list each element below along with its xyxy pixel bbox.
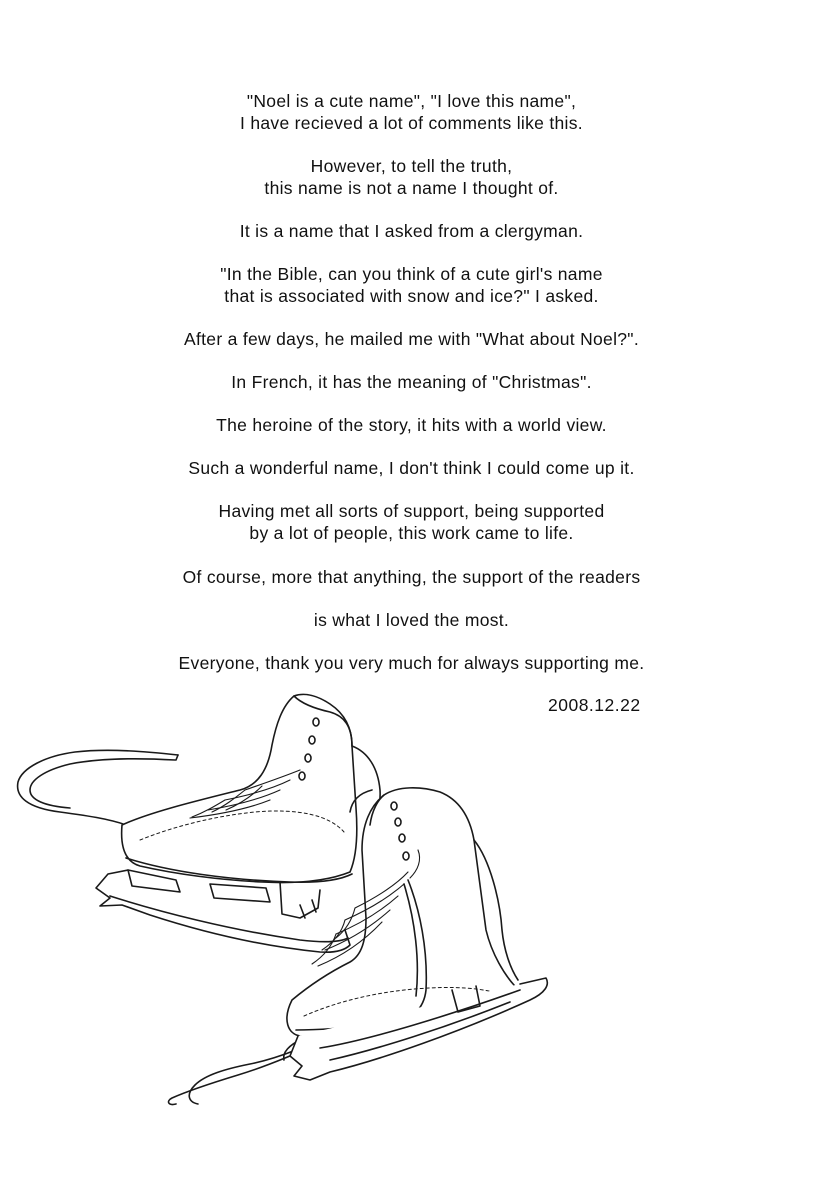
afterword-line: Such a wonderful name, I don't think I could come up it.: [188, 458, 635, 478]
afterword-line: It is a name that I asked from a clergyman.: [239, 221, 584, 241]
afterword-date: 2008.12.22: [548, 695, 641, 715]
afterword-line: However, to tell the truth,: [310, 156, 513, 176]
afterword-line: this name is not a name I thought of.: [264, 178, 559, 198]
afterword-line: Everyone, thank you very much for always supporting me.: [178, 653, 645, 673]
afterword-line: Of course, more that anything, the support of the readers: [182, 567, 641, 587]
left-skate-drawing: [18, 694, 381, 952]
afterword-line: by a lot of people, this work came to life.: [249, 523, 574, 543]
afterword-line: Having met all sorts of support, being supported: [218, 501, 605, 521]
afterword-line: that is associated with snow and ice?" I asked.: [224, 286, 599, 306]
afterword-line: The heroine of the story, it hits with a world view.: [216, 415, 607, 435]
afterword-line: After a few days, he mailed me with "What about Noel?".: [184, 329, 639, 349]
afterword-line: I have recieved a lot of comments like this.: [240, 113, 583, 133]
afterword-line: "In the Bible, can you think of a cute girl's name: [220, 264, 603, 284]
afterword-line: In French, it has the meaning of "Christmas".: [231, 372, 592, 392]
afterword-line: is what I loved the most.: [313, 610, 510, 630]
afterword-line: "Noel is a cute name", "I love this name",: [246, 91, 577, 111]
